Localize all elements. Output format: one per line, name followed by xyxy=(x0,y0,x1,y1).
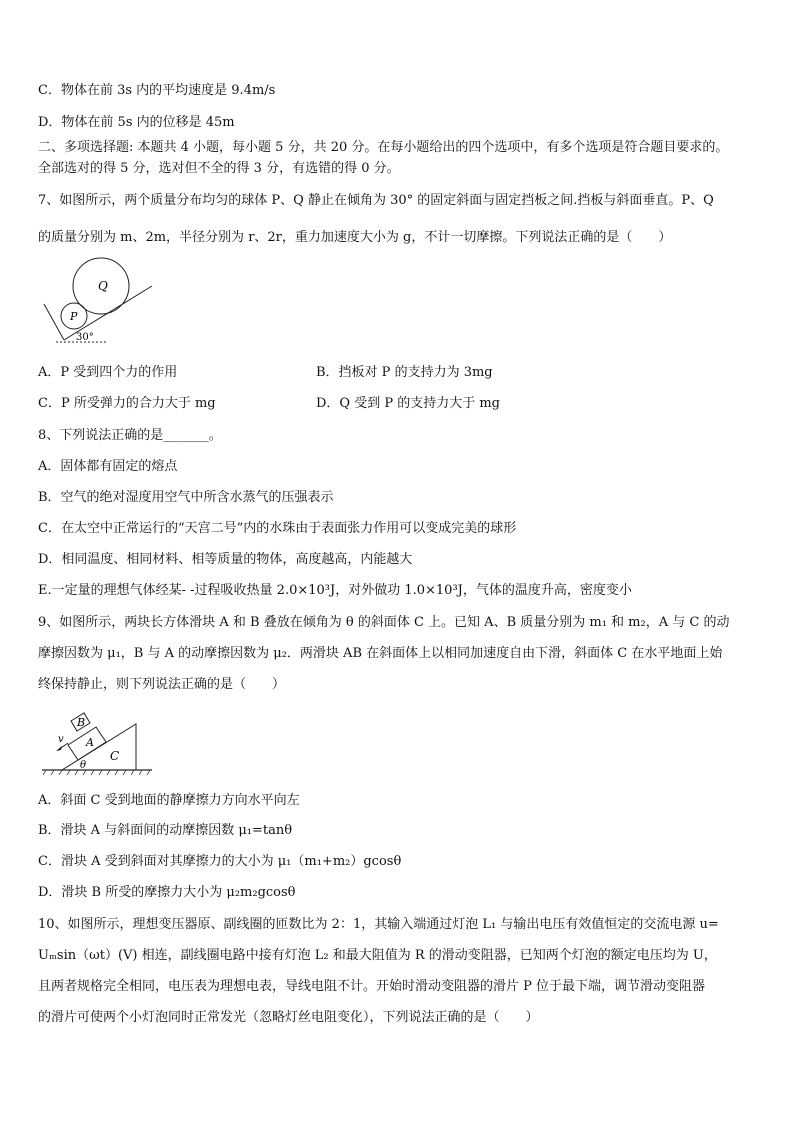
q9-label-b: B xyxy=(77,716,86,729)
q9-stem-line1: 9、如图所示，两块长方体滑块 A 和 B 叠放在倾角为 θ 的斜面体 C 上。已知 A、B 质量分别为 m₁ 和 m₂，A 与 C 的动 xyxy=(38,615,730,630)
section2-heading-cont: 全部选对的得 5 分，选对但不全的得 3 分，有选错的得 0 分。 xyxy=(38,161,400,176)
q7-stem-line1: 7、如图所示，两个质量分布均匀的球体 P、Q 静止在倾角为 30° 的固定斜面与固定挡板之间.挡板与斜面垂直。P、Q xyxy=(38,193,714,208)
q9-label-theta: θ xyxy=(80,760,87,771)
q7-label-q: Q xyxy=(98,279,108,293)
q10-stem-line1: 10、如图所示，理想变压器原、副线圈的匝数比为 2：1，其输入端通过灯泡 L₁ 与输出电压有效值恒定的交流电源 u= xyxy=(38,917,719,932)
q7-stem-line2: 的质量分别为 m、2m，半径分别为 r、2r，重力加速度大小为 g，不计一切摩擦。下列说法正确的是（ ） xyxy=(38,230,672,245)
q9-hatching xyxy=(43,770,150,775)
q6-option-d: D．物体在前 5s 内的位移是 45m xyxy=(38,115,235,130)
q9-option-d: D．滑块 B 所受的摩擦力大小为 μ₂m₂gcosθ xyxy=(38,885,296,900)
q7-option-d: D．Q 受到 P 的支持力大于 mg xyxy=(316,396,501,411)
q9-option-c: C．滑块 A 受到斜面对其摩擦力的大小为 μ₁（m₁+m₂）gcosθ xyxy=(38,854,402,869)
q9-label-v: v xyxy=(58,734,64,745)
q8-option-e: E.一定量的理想气体经某- -过程吸收热量 2.0×10³J，对外做功 1.0×10³J，气体的温度升高，密度变小 xyxy=(38,583,632,598)
q7-barrier xyxy=(44,304,64,340)
q10-stem-line3: 且两者规格完全相同，电压表为理想电表，导线电阻不计。开始时滑动变阻器的滑片 P 位于最下端，调节滑动变阻器 xyxy=(38,979,706,994)
q8-option-b: B．空气的绝对湿度用空气中所含水蒸气的压强表示 xyxy=(38,490,334,505)
q9-arrow-head xyxy=(56,746,62,751)
q9-label-c: C xyxy=(110,749,120,763)
q9-stem-line3: 终保持静止，则下列说法正确的是（ ） xyxy=(38,677,286,692)
section2-heading: 二、多项选择题: 本题共 4 小题，每小题 5 分，共 20 分。在每小题给出的四个选项中，有多个选项是符合题目要求的。 xyxy=(38,140,729,155)
q10-stem-line4: 的滑片可使两个小灯泡同时正常发光（忽略灯丝电阻变化），下列说法正确的是（ ） xyxy=(38,1010,539,1025)
q9-option-a: A．斜面 C 受到地面的静摩擦力方向水平向左 xyxy=(38,793,300,808)
q7-option-b: B．挡板对 P 的支持力为 3mg xyxy=(316,365,493,380)
q9-label-a: A xyxy=(86,736,94,749)
q7-option-a: A．P 受到四个力的作用 xyxy=(38,365,178,380)
q10-stem-line2: Uₘsin（ωt）(V) 相连，副线圈电路中接有灯泡 L₂ 和最大阻值为 R 的滑动变阻器，已知两个灯泡的额定电压均为 U， xyxy=(38,948,717,963)
q7-label-p: P xyxy=(70,310,78,323)
q6-option-c: C．物体在前 3s 内的平均速度是 9.4m/s xyxy=(38,83,276,98)
q7-option-c: C．P 所受弹力的合力大于 mg xyxy=(38,396,216,411)
q9-figure xyxy=(40,702,154,778)
q7-figure xyxy=(36,256,158,348)
q8-option-c: C．在太空中正常运行的“天宫二号”内的水珠由于表面张力作用可以变成完美的球形 xyxy=(38,521,517,536)
q9-stem-line2: 摩擦因数为 μ₁，B 与 A 的动摩擦因数为 μ₂．两滑块 AB 在斜面体上以相同加速度自由下滑，斜面体 C 在水平地面上始 xyxy=(38,646,723,661)
q7-label-angle: 30° xyxy=(76,332,94,343)
q9-option-b: B．滑块 A 与斜面间的动摩擦因数 μ₁=tanθ xyxy=(38,823,293,838)
q8-option-a: A．固体都有固定的熔点 xyxy=(38,459,178,474)
q8-option-d: D．相同温度、相同材料、相等质量的物体，高度越高，内能越大 xyxy=(38,552,413,567)
q8-stem: 8、下列说法正确的是_______。 xyxy=(38,428,222,443)
